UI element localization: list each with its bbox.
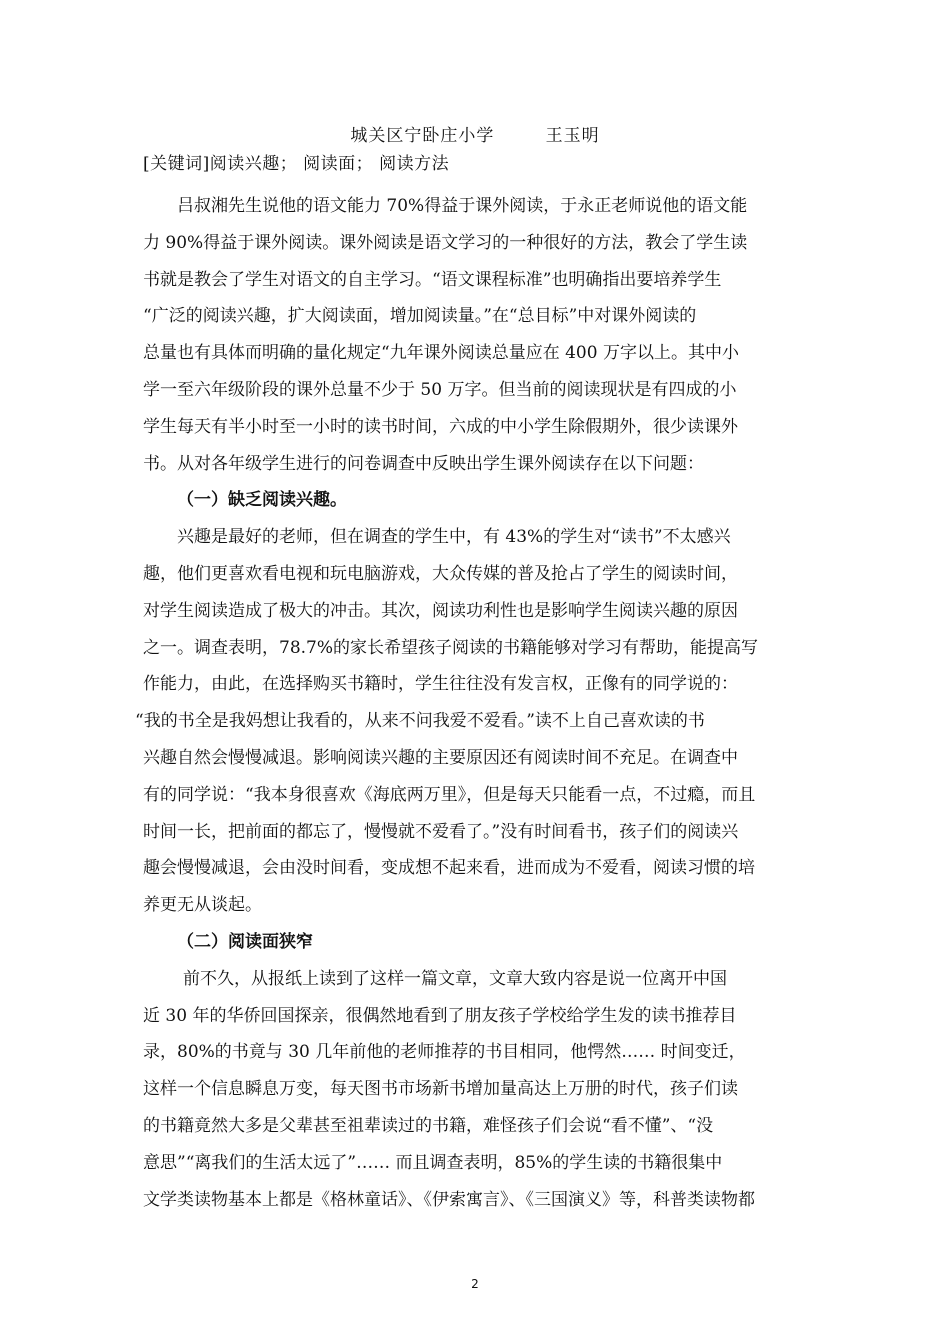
paragraph-line: 趣会慢慢减退，会由没时间看，变成想不起来看，进而成为不爱看，阅读习惯的培 <box>143 858 755 878</box>
paragraph-line: 近 30 年的华侨回国探亲，很偶然地看到了朋友孩子学校给学生发的读书推荐目 <box>143 1006 737 1026</box>
paragraph-line: 有的同学说：“我本身很喜欢《海底两万里》，但是每天只能看一点，不过瘾，而且 <box>143 785 756 805</box>
paragraph-line: 学一至六年级阶段的课外总量不少于 50 万字。但当前的阅读现状是有四成的小 <box>143 380 737 400</box>
paragraph-line: 时间一长，把前面的都忘了，慢慢就不爱看了。”没有时间看书，孩子们的阅读兴 <box>143 822 739 842</box>
paragraph-line: “广泛的阅读兴趣，扩大阅读面，增加阅读量。”在“总目标”中对课外阅读的 <box>143 306 697 326</box>
paragraph-line: 兴趣自然会慢慢减退。影响阅读兴趣的主要原因还有阅读时间不充足。在调查中 <box>143 748 738 768</box>
paragraph-line: 的书籍竟然大多是父辈甚至祖辈读过的书籍，难怪孩子们会说“看不懂”、“没 <box>143 1116 714 1136</box>
paragraph-line: 对学生阅读造成了极大的冲击。其次，阅读功利性也是影响学生阅读兴趣的原因 <box>143 601 738 621</box>
paragraph-line: 力 90%得益于课外阅读。课外阅读是语文学习的一种很好的方法，教会了学生读 <box>143 233 748 253</box>
paragraph-line: 书。从对各年级学生进行的问卷调查中反映出学生课外阅读存在以下问题： <box>143 454 704 474</box>
paragraph-line: 兴趣是最好的老师，但在调查的学生中，有 43%的学生对“读书”不太感兴 <box>177 527 731 547</box>
paragraph-line: 养更无从谈起。 <box>143 895 262 915</box>
keywords-line: [关键词]阅读兴趣； 阅读面； 阅读方法 <box>143 154 450 174</box>
page-number: 2 <box>471 1277 479 1291</box>
paragraph-line: 吕叔湘先生说他的语文能力 70%得益于课外阅读，于永正老师说他的语文能 <box>177 196 748 216</box>
section-heading: （一）缺乏阅读兴趣。 <box>177 490 347 510</box>
paragraph-line: 录，80%的书竟与 30 几年前他的老师推荐的书目相同，他愕然…… 时间变迁， <box>143 1042 746 1062</box>
paragraph-line: 前不久，从报纸上读到了这样一篇文章，文章大致内容是说一位离开中国 <box>183 969 727 989</box>
paragraph-line: 学生每天有半小时至一小时的读书时间，六成的中小学生除假期外，很少读课外 <box>143 417 738 437</box>
author-byline: 城关区宁卧庄小学 王玉明 <box>350 126 600 146</box>
paragraph-line: 意思”“离我们的生活太远了”…… 而且调查表明，85%的学生读的书籍很集中 <box>143 1153 723 1173</box>
paragraph-line: 之一。调查表明，78.7%的家长希望孩子阅读的书籍能够对学习有帮助，能提高写 <box>143 638 759 658</box>
paragraph-line: 文学类读物基本上都是《格林童话》、《伊索寓言》、《三国演义》等，科普类读物都 <box>143 1190 755 1210</box>
paragraph-line: 趣，他们更喜欢看电视和玩电脑游戏，大众传媒的普及抢占了学生的阅读时间， <box>143 564 738 584</box>
section-heading: （二）阅读面狭窄 <box>177 932 313 952</box>
paragraph-line: “我的书全是我妈想让我看的，从来不问我爱不爱看。”读不上自己喜欢读的书 <box>135 711 705 731</box>
paragraph-line: 书就是教会了学生对语文的自主学习。“语文课程标准”也明确指出要培养学生 <box>143 270 722 290</box>
paragraph-line: 总量也有具体而明确的量化规定“九年课外阅读总量应在 400 万字以上。其中小 <box>143 343 739 363</box>
paragraph-line: 这样一个信息瞬息万变，每天图书市场新书增加量高达上万册的时代，孩子们读 <box>143 1079 738 1099</box>
paragraph-line: 作能力，由此，在选择购买书籍时，学生往往没有发言权，正像有的同学说的： <box>143 674 738 694</box>
